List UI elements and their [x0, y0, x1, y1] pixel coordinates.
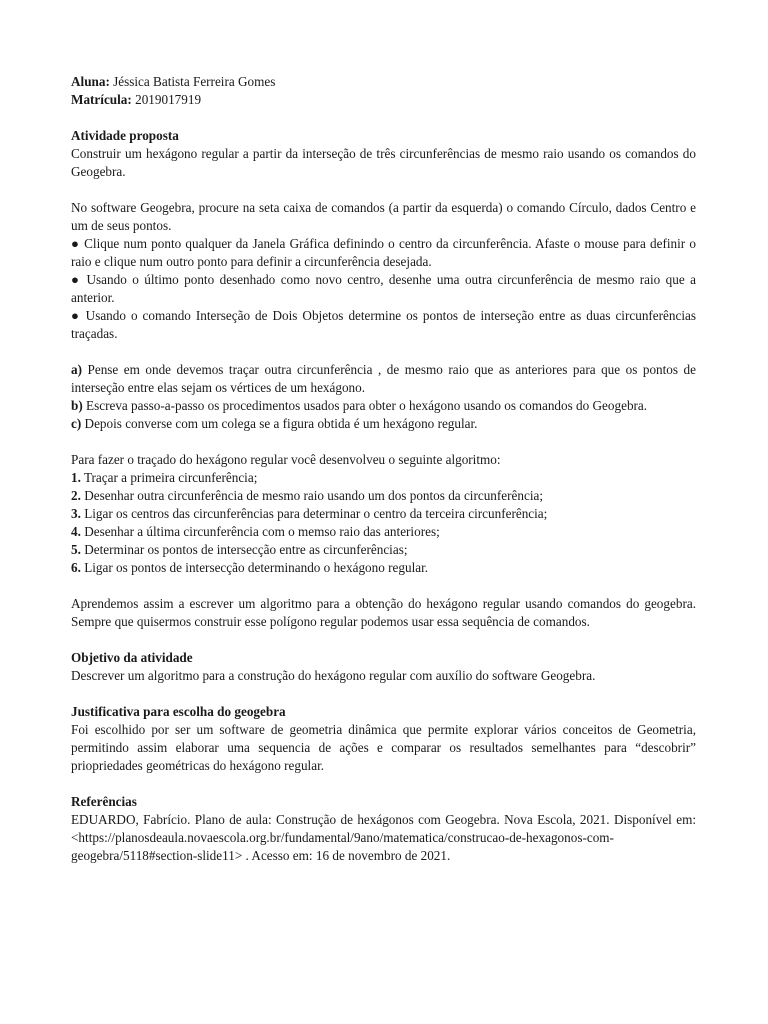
- objective-text: Descrever um algoritmo para a construção do hexágono regular com auxílio do software Geogebra.: [71, 668, 596, 683]
- question-label: a): [71, 362, 82, 377]
- justification-heading: Justificativa para escolha do geogebra: [71, 704, 286, 719]
- student-name: Jéssica Batista Ferreira Gomes: [109, 74, 276, 89]
- question-text: Pense em onde devemos traçar outra circunferência , de mesmo raio que as anteriores para que os pontos de interseção entre elas sejam os vértices de um hexágono.: [71, 362, 696, 395]
- algorithm-step: [71, 559, 696, 577]
- question-label: b): [71, 398, 83, 413]
- step-number: 6.: [71, 560, 81, 575]
- step-text: Desenhar a última circunferência com o memso raio das anteriores;: [80, 524, 440, 539]
- question-text: Escreva passo-a-passo os procedimentos usados para obter o hexágono usando os comandos do Geogebra.: [82, 398, 648, 413]
- algorithm-step: [71, 523, 696, 541]
- algorithm-step: [71, 541, 696, 559]
- step-number: 1.: [71, 470, 81, 485]
- step-number: 2.: [71, 488, 81, 503]
- algorithm-step: [71, 469, 696, 487]
- student-id-label: Matrícula:: [71, 92, 132, 107]
- step-number: 3.: [71, 506, 81, 521]
- reference-entry: EDUARDO, Fabrício. Plano de aula: Construção de hexágonos com Geogebra. Nova Escola, 2021. Disponível em: <https://planosdeaula.novaescola.org.br/fundamental/9ano/matematica/construcao-de-hexagonos-com-geogebra/5118#section-slide11> . Acesso em: 16 de novembro de 2021.: [71, 812, 696, 863]
- justification-text: Foi escolhido por ser um software de geometria dinâmica que permite explorar vários conceitos de Geometria, permitindo assim elaborar uma sequencia de ações e comparar os resultados semelhantes para “descobrir” priopriedades geométricas do hexágono regular.: [71, 722, 696, 773]
- student-id-line: [71, 91, 696, 109]
- algorithm-step: [71, 505, 696, 523]
- instructions-intro: No software Geogebra, procure na seta caixa de comandos (a partir da esquerda) o comando Círculo, dados Centro e um de seus pontos.: [71, 200, 696, 233]
- student-id: 2019017919: [131, 92, 202, 107]
- instruction-bullet: ● Usando o último ponto desenhado como novo centro, desenhe uma outra circunferência de mesmo raio que a anterior.: [71, 272, 696, 305]
- step-text: Ligar os pontos de intersecção determinando o hexágono regular.: [80, 560, 429, 575]
- step-text: Desenhar outra circunferência de mesmo raio usando um dos pontos da circunferência;: [80, 488, 544, 503]
- question-label: c): [71, 416, 82, 431]
- question-text: Depois converse com um colega se a figura obtida é um hexágono regular.: [81, 416, 478, 431]
- document-body: [71, 73, 696, 865]
- step-text: Traçar a primeira circunferência;: [80, 470, 258, 485]
- algorithm-step: [71, 487, 696, 505]
- activity-description: Construir um hexágono regular a partir da interseção de três circunferências de mesmo raio usando os comandos do Geogebra.: [71, 146, 696, 179]
- step-text: Determinar os pontos de intersecção entre as circunferências;: [80, 542, 408, 557]
- question-b: [71, 397, 696, 415]
- instruction-bullet: ● Usando o comando Interseção de Dois Objetos determine os pontos de interseção entre as duas circunferências traçadas.: [71, 308, 696, 341]
- algorithm-conclusion: Aprendemos assim a escrever um algoritmo para a obtenção do hexágono regular usando comandos do geogebra. Sempre que quisermos construir esse polígono regular podemos usar essa sequência de comandos.: [71, 596, 696, 629]
- student-name-label: Aluna:: [71, 74, 110, 89]
- question-a: [71, 361, 696, 397]
- step-text: Ligar os centros das circunferências para determinar o centro da terceira circunferência;: [80, 506, 548, 521]
- instruction-bullet: ● Clique num ponto qualquer da Janela Gráfica definindo o centro da circunferência. Afaste o mouse para definir o raio e clique num outro ponto para definir a circunferência desejada.: [71, 236, 696, 269]
- activity-heading: Atividade proposta: [71, 128, 179, 143]
- objective-heading: Objetivo da atividade: [71, 650, 193, 665]
- question-c: [71, 415, 696, 433]
- step-number: 4.: [71, 524, 81, 539]
- step-number: 5.: [71, 542, 81, 557]
- algorithm-intro: Para fazer o traçado do hexágono regular você desenvolveu o seguinte algoritmo:: [71, 452, 501, 467]
- student-name-line: [71, 73, 696, 91]
- references-heading: Referências: [71, 794, 137, 809]
